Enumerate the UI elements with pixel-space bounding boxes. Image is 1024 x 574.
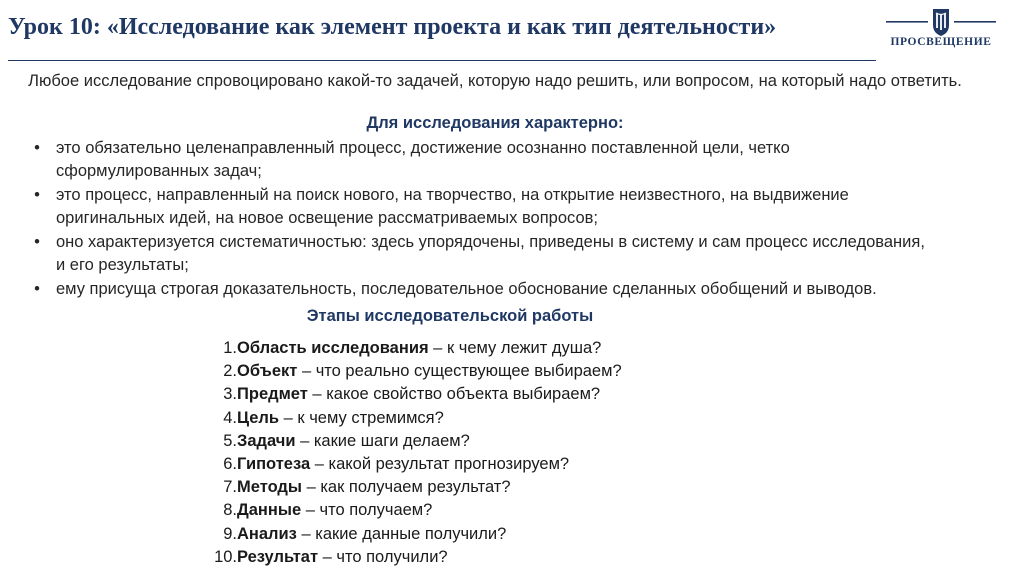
stage-text <box>237 499 432 522</box>
stage-text <box>237 430 470 453</box>
stage-item <box>206 383 726 406</box>
stage-item <box>206 407 726 430</box>
stage-item <box>206 476 726 499</box>
stage-number: 2. <box>223 362 237 381</box>
stage-item <box>206 430 726 453</box>
stage-text <box>237 337 601 360</box>
intro-text: Любое исследование спровоцировано какой-то задачей, которую надо решить, или вопросом, на который надо ответить. <box>28 72 962 90</box>
bullet-icon: • <box>34 280 40 298</box>
bullet-icon: • <box>34 233 40 251</box>
stage-desc: – как получаем результат? <box>302 478 511 497</box>
stage-desc: – к чему лежит душа? <box>428 339 602 357</box>
stage-text <box>237 523 506 546</box>
stage-number: 5. <box>223 431 237 450</box>
stage-text <box>237 453 569 476</box>
list-item-text: ему присуща строгая доказательность, последовательное обоснование сделанных обобщений и выводов. <box>56 280 877 298</box>
stage-desc: – какое свойство объекта выбираем? <box>307 385 601 404</box>
list-item-text: это обязательно целенаправленный процесс, достижение осознанно поставленной цели, четко сформулированных задач; <box>56 139 790 180</box>
stage-term: Цель <box>237 408 280 427</box>
stage-item <box>206 523 726 546</box>
stages-heading: Этапы исследовательской работы <box>306 307 594 325</box>
stage-number: 8. <box>223 501 237 520</box>
features-heading: Для исследования характерно: <box>366 114 624 132</box>
bullet-icon: • <box>34 139 40 157</box>
stage-number: 4. <box>223 408 237 427</box>
stage-term: Анализ <box>237 524 297 543</box>
list-item-text: это процесс, направленный на поиск нового, на творчество, на открытие неизвестного, на выдвижение оригинальных идей, на новое освещение рассматриваемых вопросов; <box>56 186 849 227</box>
stage-text <box>237 407 444 430</box>
list-item <box>30 184 930 230</box>
publisher-logo <box>878 6 1004 52</box>
stage-term: Объект <box>237 362 298 381</box>
prosveshchenie-logo-icon <box>878 6 1004 38</box>
stage-number: 10. <box>214 547 237 566</box>
stage-text <box>237 383 600 406</box>
page-title: Урок 10: «Исследование как элемент проекта и как тип деятельности» <box>8 14 777 40</box>
stage-text <box>237 546 448 569</box>
stage-desc: – что получили? <box>318 547 448 566</box>
stage-text <box>237 360 622 383</box>
stage-item <box>206 453 726 476</box>
stage-term: Предмет <box>237 385 308 404</box>
stage-number: 7. <box>223 478 237 497</box>
stage-item <box>206 337 726 360</box>
logo-text: ПРОСВЕЩЕНИЕ <box>890 36 992 48</box>
stage-term: Результат <box>237 547 319 566</box>
stage-desc: – какие данные получили? <box>296 524 507 543</box>
stage-term: Данные <box>237 501 302 520</box>
stage-item <box>206 360 726 383</box>
list-item <box>30 278 930 301</box>
stage-term: Область исследования <box>237 339 429 357</box>
stage-desc: – какие шаги делаем? <box>295 431 470 450</box>
list-item <box>30 231 930 277</box>
list-item <box>30 137 930 183</box>
stage-desc: – что реально существующее выбираем? <box>297 362 622 381</box>
stages-list <box>206 337 726 569</box>
bullet-icon: • <box>34 186 40 204</box>
stage-number: 1. <box>223 339 237 357</box>
stage-number: 6. <box>223 455 237 474</box>
stage-term: Методы <box>237 478 302 497</box>
stage-term: Гипотеза <box>237 455 311 474</box>
stage-item <box>206 546 726 569</box>
stage-desc: – к чему стремимся? <box>279 408 444 427</box>
stage-desc: – какой результат прогнозируем? <box>310 455 570 474</box>
stage-desc: – что получаем? <box>301 501 433 520</box>
header-divider <box>8 60 876 61</box>
stage-term: Задачи <box>237 431 296 450</box>
stage-number: 3. <box>223 385 237 404</box>
stage-item <box>206 499 726 522</box>
stage-number: 9. <box>223 524 237 543</box>
stage-text <box>237 476 511 499</box>
features-list <box>30 137 930 302</box>
list-item-text: оно характеризуется систематичностью: здесь упорядочены, приведены в систему и сам процесс исследования, и его результаты; <box>56 233 925 274</box>
